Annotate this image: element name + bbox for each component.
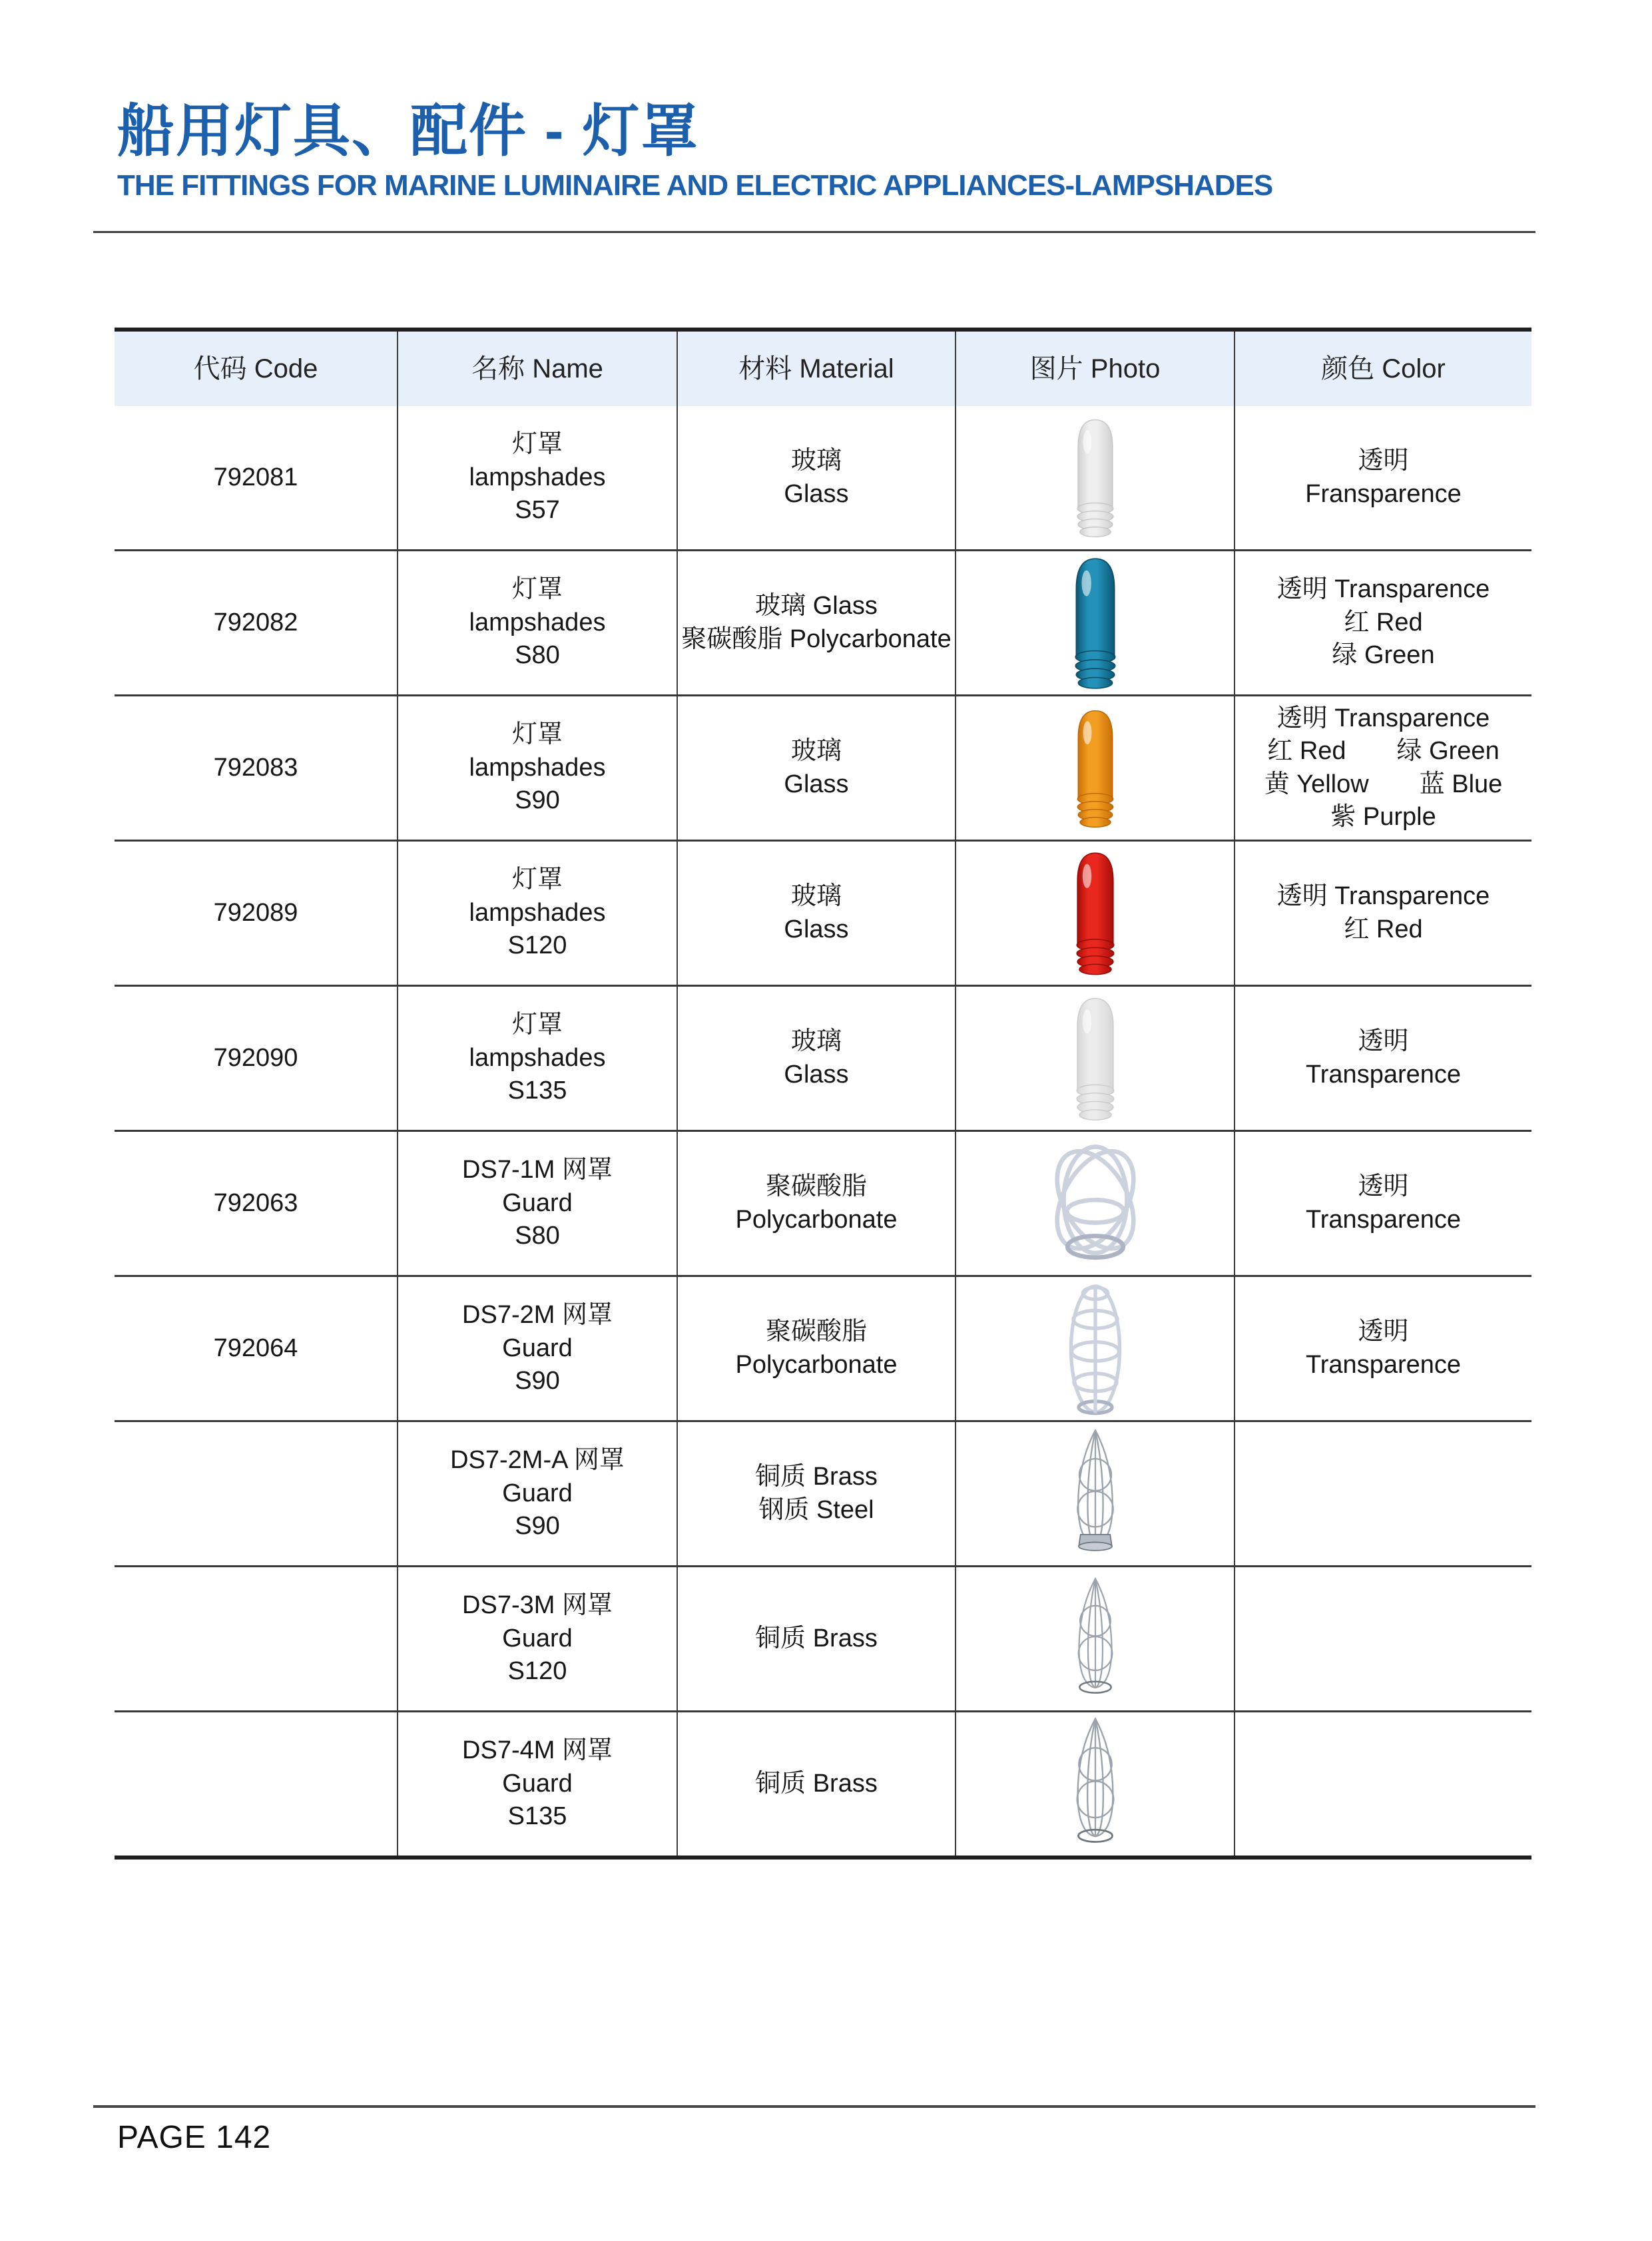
cell-line: S135 (507, 1802, 567, 1831)
table-row (115, 694, 1531, 840)
cell-line: 铜质 Brass (755, 1463, 878, 1491)
product-photo (956, 1422, 1235, 1565)
name-cell (398, 1277, 678, 1420)
lampshade-image (1056, 416, 1135, 539)
code-cell (115, 842, 398, 985)
cell-line: 灯罩 (511, 1011, 563, 1039)
cell-line: 聚碳酸脂 (765, 1318, 867, 1346)
table-body (115, 406, 1531, 1856)
cell-line: Guard (502, 1769, 573, 1798)
cell-line: S80 (515, 1222, 560, 1250)
lampshade-image (1063, 845, 1127, 981)
header-divider-line (93, 231, 1535, 233)
cell-line: DS7-2M-A 网罩 (450, 1446, 625, 1475)
color-cell (1235, 696, 1531, 840)
cell-line: DS7-1M 网罩 (462, 1156, 613, 1184)
cell-line: Guard (502, 1479, 573, 1507)
table-row (115, 1275, 1531, 1420)
code-cell (115, 1132, 398, 1275)
cell-line: 透明 (1358, 1027, 1409, 1056)
cell-line: 玻璃 (790, 882, 842, 911)
product-photo (956, 406, 1235, 549)
material-cell (678, 1277, 956, 1420)
page-subtitle: THE FITTINGS FOR MARINE LUMINAIRE AND ELECTRIC APPLIANCES-LAMPSHADES (117, 169, 1273, 202)
cell-line: lampshades (469, 753, 606, 782)
table-row (115, 840, 1531, 985)
name-cell (398, 1567, 678, 1710)
cell-line: 玻璃 Glass (755, 592, 878, 621)
cell-line: S120 (507, 931, 567, 960)
page-number: PAGE 142 (117, 2120, 272, 2155)
cell-line: Glass (784, 915, 849, 943)
page-title: 船用灯具、配件 - 灯罩 (117, 99, 700, 163)
table-row (115, 549, 1531, 694)
cell-line: 玻璃 (790, 1027, 842, 1056)
product-photo (956, 1277, 1235, 1420)
cell-line: 792064 (213, 1334, 298, 1362)
name-cell (398, 1422, 678, 1565)
cell-line: 透明 Transparence (1276, 575, 1490, 604)
cell-line: 铜质 Brass (755, 1769, 878, 1798)
column-header-photo: 图片 Photo (956, 332, 1235, 406)
color-cell (1235, 1277, 1531, 1420)
cell-line: 绿 Green (1332, 641, 1435, 670)
color-cell (1235, 1422, 1531, 1565)
cell-line: 紫 Purple (1330, 802, 1436, 831)
color-cell (1235, 1712, 1531, 1856)
cell-line: 792082 (213, 608, 298, 636)
cell-line: Fransparence (1305, 479, 1462, 508)
cell-line: 透明 Transparence (1276, 704, 1490, 732)
cell-line: 玻璃 (790, 737, 842, 766)
cell-line: lampshades (469, 1043, 606, 1072)
lampshade-image (1065, 702, 1126, 835)
cell-line: S90 (515, 786, 560, 815)
material-cell (678, 987, 956, 1130)
name-cell (398, 1132, 678, 1275)
cell-line: 透明 (1358, 1318, 1409, 1346)
code-cell (115, 1567, 398, 1710)
cell-line: 玻璃 (790, 447, 842, 475)
cell-line: DS7-3M 网罩 (462, 1591, 613, 1620)
name-cell (398, 406, 678, 549)
cell-line: DS7-4M 网罩 (462, 1736, 613, 1765)
material-cell (678, 551, 956, 694)
cell-line: 钢质 Steel (758, 1495, 874, 1524)
color-cell (1235, 406, 1531, 549)
color-cell (1235, 1132, 1531, 1275)
code-cell (115, 1712, 398, 1856)
cell-line: lampshades (469, 898, 606, 927)
column-header-code: 代码 Code (115, 332, 398, 406)
cell-line: 聚碳酸脂 Polycarbonate (681, 624, 952, 653)
guard-image (1063, 1716, 1127, 1852)
cell-line: 灯罩 (511, 866, 563, 894)
cell-line: 透明 (1358, 447, 1409, 475)
name-cell (398, 551, 678, 694)
color-cell (1235, 1567, 1531, 1710)
cell-line: 792083 (213, 753, 298, 782)
code-cell (115, 696, 398, 840)
cell-line: Guard (502, 1334, 573, 1362)
product-photo (956, 1132, 1235, 1275)
cell-line: 灯罩 (511, 430, 563, 459)
cell-line: 灯罩 (511, 720, 563, 749)
product-photo (956, 842, 1235, 985)
table-row (115, 1710, 1531, 1856)
guard-image (1053, 1140, 1138, 1267)
product-photo (956, 696, 1235, 840)
cell-line: Glass (784, 1060, 849, 1089)
cell-line: 黄 Yellow 蓝 Blue (1264, 770, 1503, 798)
code-cell (115, 987, 398, 1130)
table-row (115, 1565, 1531, 1710)
cell-line: 红 Red 绿 Green (1267, 737, 1500, 766)
guard-image (1062, 1576, 1129, 1702)
color-cell (1235, 551, 1531, 694)
cell-line: 透明 (1358, 1172, 1409, 1201)
material-cell (678, 696, 956, 840)
cell-line: 红 Red (1344, 915, 1423, 943)
material-cell (678, 842, 956, 985)
cell-line: S90 (515, 1367, 560, 1395)
cell-line: Polycarbonate (735, 1205, 898, 1234)
column-header-material: 材料 Material (678, 332, 956, 406)
code-cell (115, 406, 398, 549)
cell-line: Glass (784, 479, 849, 508)
product-photo (956, 1567, 1235, 1710)
guard-image (1062, 1427, 1129, 1561)
code-cell (115, 1422, 398, 1565)
cell-line: 792089 (213, 898, 298, 927)
cell-line: 792063 (213, 1188, 298, 1217)
column-header-name: 名称 Name (398, 332, 678, 406)
cell-line: S120 (507, 1657, 567, 1686)
product-photo (956, 987, 1235, 1130)
column-header-color: 颜色 Color (1321, 354, 1446, 383)
material-cell (678, 1132, 956, 1275)
name-cell (398, 1712, 678, 1856)
cell-line: Transparence (1305, 1060, 1462, 1089)
product-photo (956, 551, 1235, 694)
cell-line: 792081 (213, 463, 298, 491)
table-row (115, 985, 1531, 1130)
name-cell (398, 842, 678, 985)
name-cell (398, 696, 678, 840)
material-cell (678, 406, 956, 549)
table-row (115, 1420, 1531, 1565)
color-cell (1235, 987, 1531, 1130)
table-header-row (115, 332, 1531, 406)
cell-line: 红 Red (1344, 608, 1423, 636)
cell-line: 灯罩 (511, 575, 563, 604)
code-cell (115, 551, 398, 694)
lampshade-image (1056, 555, 1135, 691)
cell-line: lampshades (469, 608, 606, 636)
cell-line: Transparence (1305, 1350, 1462, 1379)
table-row (115, 406, 1531, 549)
cell-line: Guard (502, 1624, 573, 1652)
name-cell (398, 987, 678, 1130)
cell-line: S90 (515, 1512, 560, 1541)
material-cell (678, 1567, 956, 1710)
cell-line: S135 (507, 1077, 567, 1105)
cell-line: lampshades (469, 463, 606, 491)
cell-line: Glass (784, 770, 849, 798)
material-cell (678, 1422, 956, 1565)
lampshade-image (1063, 992, 1127, 1125)
cell-line: 792090 (213, 1043, 298, 1072)
cell-line: S80 (515, 641, 560, 670)
cell-line: Transparence (1305, 1205, 1462, 1234)
cell-line: 铜质 Brass (755, 1624, 878, 1652)
color-cell (1235, 842, 1531, 985)
products-table (115, 328, 1531, 1860)
cell-line: DS7-2M 网罩 (462, 1301, 613, 1330)
cell-line: 聚碳酸脂 (765, 1172, 867, 1201)
code-cell (115, 1277, 398, 1420)
table-row (115, 1130, 1531, 1275)
cell-line: Polycarbonate (735, 1350, 898, 1379)
cell-line: 透明 Transparence (1276, 882, 1490, 911)
product-photo (956, 1712, 1235, 1856)
cell-line: Guard (502, 1188, 573, 1217)
cell-line: S57 (515, 496, 560, 525)
footer-divider-line (93, 2105, 1535, 2108)
material-cell (678, 1712, 956, 1856)
guard-image (1061, 1280, 1130, 1417)
